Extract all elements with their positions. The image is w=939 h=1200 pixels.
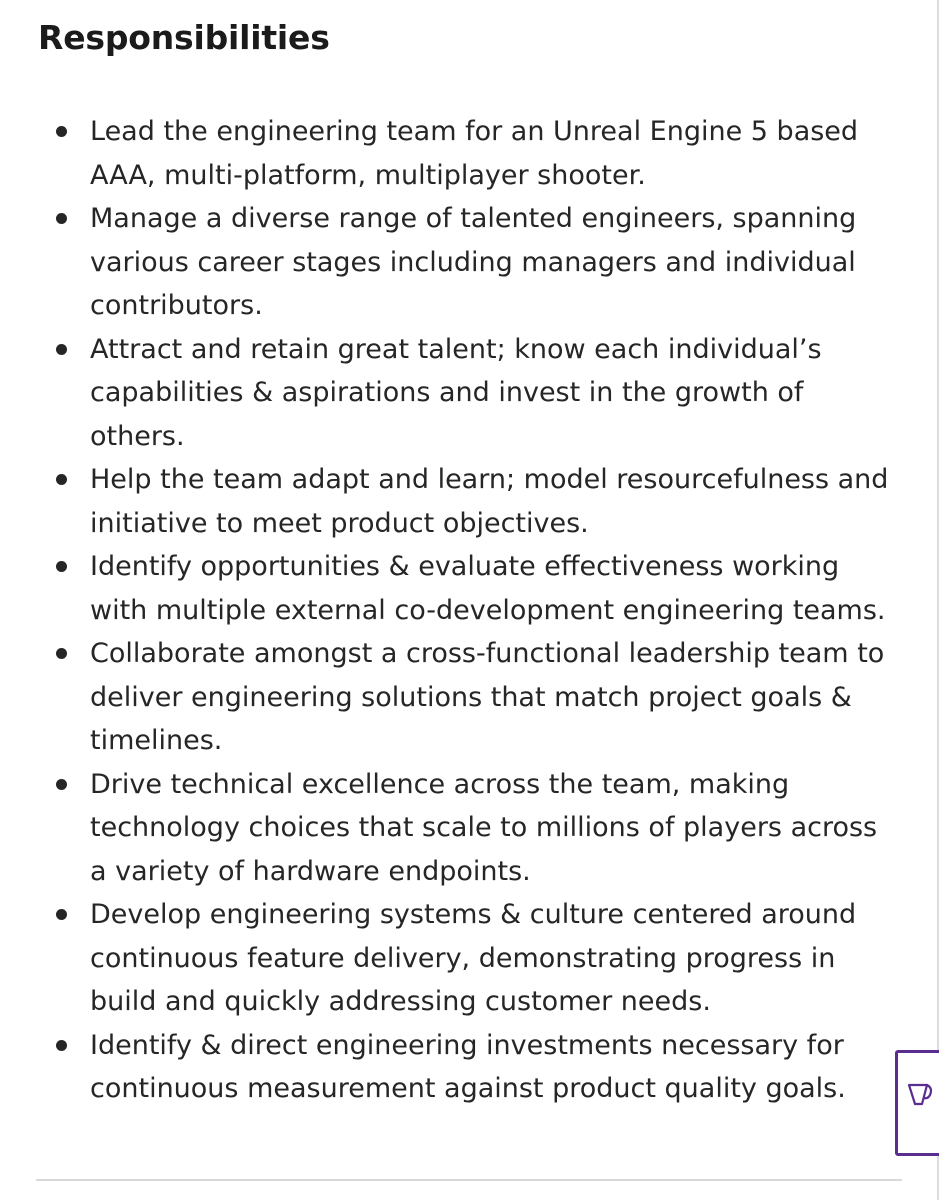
feedback-cup-icon: [906, 1079, 936, 1109]
list-item-text: Develop engineering systems & culture centered around continuous feature delivery, demonstrating progress in build and quickly addressing customer needs.: [90, 899, 857, 1017]
section-heading: Responsibilities: [38, 18, 330, 57]
bullet-icon: [56, 1040, 67, 1051]
list-item: [0, 458, 900, 545]
list-item-text: Collaborate amongst a cross-functional leadership team to deliver engineering solutions that match project goals & timelines.: [90, 638, 885, 756]
bullet-icon: [56, 561, 67, 572]
bullet-icon: [56, 648, 67, 659]
bullet-icon: [56, 779, 67, 790]
bullet-icon: [56, 909, 67, 920]
bullet-icon: [56, 213, 67, 224]
list-item: [0, 545, 900, 632]
bullet-icon: [56, 474, 67, 485]
list-item-text: Drive technical excellence across the team, making technology choices that scale to millions of players across a variety of hardware endpoints.: [90, 768, 878, 887]
responsibilities-list: [0, 110, 900, 1111]
list-item: [0, 763, 900, 894]
bullet-icon: [56, 126, 67, 137]
list-item-text: Identify & direct engineering investments necessary for continuous measurement against product quality goals.: [90, 1029, 846, 1104]
list-item-text: Identify opportunities & evaluate effectiveness working with multiple external co-development engineering teams.: [90, 551, 886, 626]
list-item: [0, 328, 900, 459]
list-item: [0, 110, 900, 197]
list-item-text: Help the team adapt and learn; model resourcefulness and initiative to meet product objectives.: [90, 464, 889, 539]
bullet-icon: [56, 344, 67, 355]
list-item-text: Attract and retain great talent; know each individual’s capabilities & aspirations and invest in the growth of others.: [90, 333, 822, 452]
list-item: [0, 632, 900, 763]
list-item: [0, 197, 900, 328]
section-divider: [36, 1179, 902, 1181]
list-item: [0, 893, 900, 1024]
feedback-button[interactable]: [895, 1050, 939, 1156]
list-item-text: Lead the engineering team for an Unreal Engine 5 based AAA, multi-platform, multiplayer shooter.: [90, 116, 859, 191]
list-item-text: Manage a diverse range of talented engineers, spanning various career stages including managers and individual contributors.: [90, 203, 857, 321]
list-item: [0, 1024, 900, 1111]
